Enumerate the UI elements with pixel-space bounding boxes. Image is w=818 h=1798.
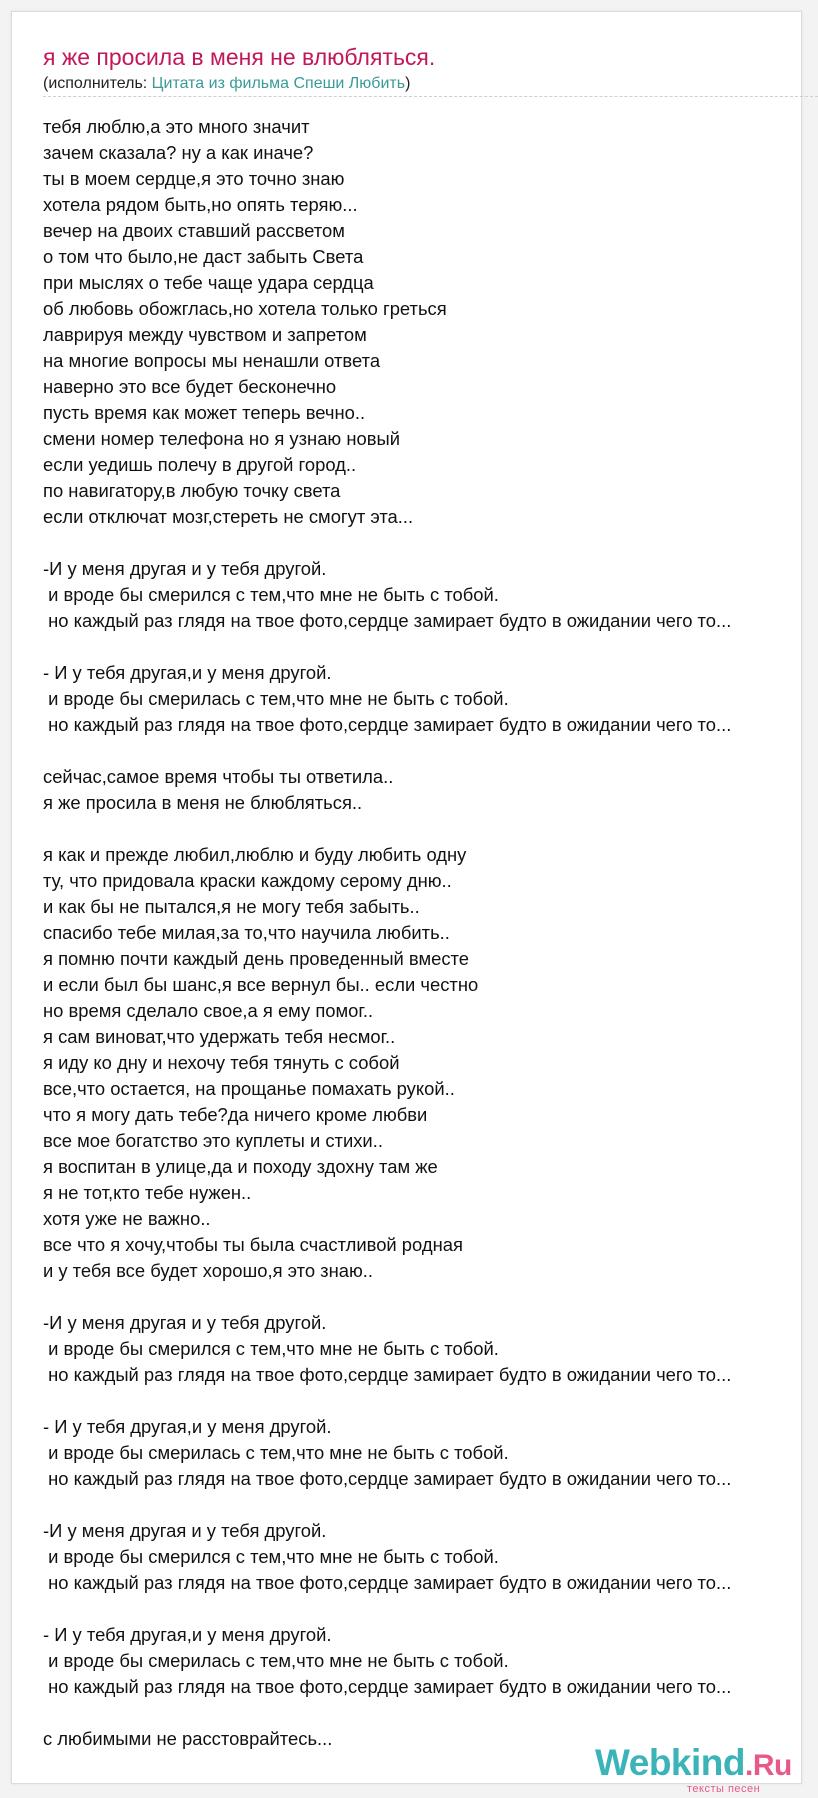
lyrics-text: тебя люблю,а это много значит зачем сказала? ну а как иначе? ты в моем сердце,я это точно знаю хотела рядом быть,но опять теряю... вечер на двоих ставший рассветом о том что было,не даст забыть Света при мыслях о тебе чаще удара сердца об любовь обожглась,но хотела только греться лаврируя между чувством и запретом на многие вопросы мы ненашли ответа наверно это все будет бесконечно пусть время как может теперь вечно.. смени номер телефона но я узнаю новый если уедишь полечу в другой город.. по навигатору,в любую точку света если отключат мозг,стереть не смогут эта... -И у меня другая и у тебя другой. и вроде бы смерился с тем,что мне не быть с тобой. но каждый раз глядя на твое фото,сердце замирает будто в ожидании чего то... - И у тебя другая,и у меня другой. и вроде бы смерилась с тем,что мне не быть с тобой. но каждый раз глядя на твое фото,сердце замирает будто в ожидании чего то... сейчас,самое время чтобы ты ответила.. я же просила в меня не блюбляться.. я как и прежде любил,люблю и буду любить одну ту, что придовала краски каждому серому дню.. и как бы не пытался,я не могу тебя забыть.. спасибо тебе милая,за то,что научила любить.. я помню почти каждый день проведенный вместе и если был бы шанс,я все вернул бы.. если честно но время сделало свое,а я ему помог.. я сам виноват,что удержать тебя несмог.. я иду ко дну и нехочу тебя тянуть с собой все,что остается, на прощанье помахать рукой.. что я могу дать тебе?да ничего кроме любви все мое богатство это куплеты и стихи.. я воспитан в улице,да и походу здохну там же я не тот,кто тебе нужен.. хотя уже не важно.. все что я хочу,чтобы ты была счастливой родная и у тебя все будет хорошо,я это знаю.. -И у меня другая и у тебя другой. и вроде бы смерился с тем,что мне не быть с тобой. но каждый раз глядя на твое фото,сердце замирает будто в ожидании чего то... - И у тебя другая,и у меня другой. и вроде бы смерилась с тем,что мне не быть с тобой. но каждый раз глядя на твое фото,сердце замирает будто в ожидании чего то... -И у меня другая и у тебя другой. и вроде бы смерился с тем,что мне не быть с тобой. но каждый раз глядя на твое фото,сердце замирает будто в ожидании чего то... - И у тебя другая,и у меня другой. и вроде бы смерилась с тем,что мне не быть с тобой. но каждый раз глядя на твое фото,сердце замирает будто в ожидании чего то... с любимыми не расстоврайтесь... — [43, 116, 732, 1749]
performer-line — [43, 75, 410, 93]
performer-prefix: (исполнитель: — [43, 75, 152, 92]
song-title: я же просила в меня не влюбляться. — [43, 44, 436, 70]
logo-name: Webkind — [595, 1742, 745, 1783]
logo-subtitle: тексты песен — [687, 1783, 761, 1795]
logo-tld: .Ru — [745, 1749, 792, 1782]
performer-link[interactable]: Цитата из фильма Спеши Любить — [151, 75, 406, 92]
page-card — [11, 11, 802, 1795]
performer-suffix: ) — [405, 75, 411, 92]
title-divider — [43, 96, 818, 97]
webkind-logo[interactable] — [595, 1742, 805, 1798]
logo-wordmark — [595, 1742, 792, 1784]
